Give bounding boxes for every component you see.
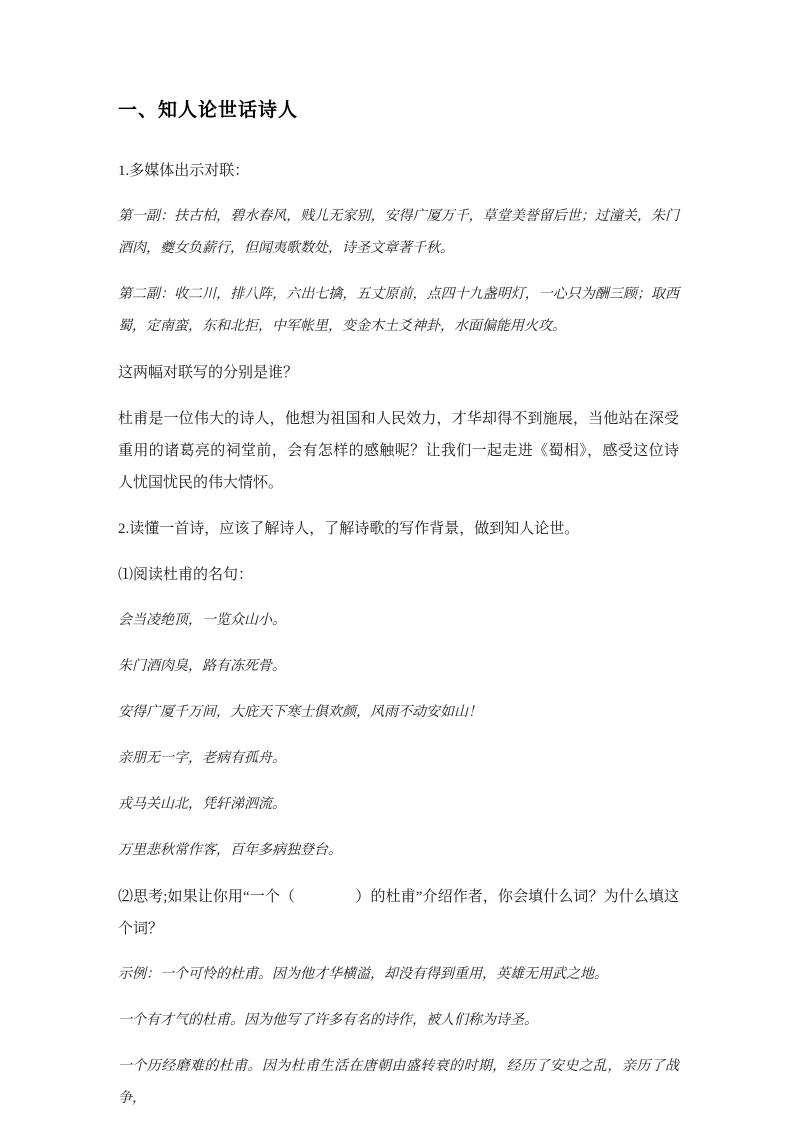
famous-line: 安得广厦千万间，大庇天下寒士俱欢颜，风雨不动安如山！ bbox=[118, 705, 482, 720]
couplets-intro: 1.多媒体出示对联： bbox=[118, 163, 250, 179]
sample-answer: 一个历经磨难的杜甫。因为杜甫生活在唐朝由盛转衰的时期，经历了安史之乱，亲历了战争， bbox=[118, 1059, 679, 1106]
couplet-first: 第一副：扶古柏，碧水春风，贱儿无家别，安得广厦万千，草堂美誉留后世；过潼关，朱门酒肉，夔女负薪行，但闻夷歌数处，诗圣文章著千秋。 bbox=[118, 209, 679, 256]
famous-line: 戎马关山北，凭轩涕泗流。 bbox=[118, 797, 286, 812]
lesson-transition: 杜甫是一位伟大的诗人，他想为祖国和人民效力，才华却得不到施展，当他站在深受重用的诸葛亮的祠堂前，会有怎样的感触呢？让我们一起走进《蜀相》，感受这位诗人忧国忧民的伟大情怀。 bbox=[118, 411, 679, 491]
section-heading: 一、知人论世话诗人 bbox=[118, 100, 299, 121]
section2-intro: 2.读懂一首诗，应该了解诗人，了解诗歌的写作背景，做到知人论世。 bbox=[118, 521, 580, 537]
think-question: ⑵思考;如果让你用“一个（ ）的杜甫”介绍作者，你会填什么词？为什么填这个词？ bbox=[118, 889, 679, 937]
sample-answer: 示例：一个可怜的杜甫。因为他才华横溢，却没有得到重用，英雄无用武之地。 bbox=[118, 967, 608, 982]
couplets-question: 这两幅对联写的分别是谁？ bbox=[118, 365, 299, 381]
famous-lines-heading: ⑴阅读杜甫的名句： bbox=[118, 567, 254, 583]
famous-line: 万里悲秋常作客，百年多病独登台。 bbox=[118, 843, 342, 858]
famous-line: 朱门酒肉臭，路有冻死骨。 bbox=[118, 659, 286, 674]
famous-line: 亲朋无一字，老病有孤舟。 bbox=[118, 751, 286, 766]
sample-answer: 一个有才气的杜甫。因为他写了许多有名的诗作，被人们称为诗圣。 bbox=[118, 1013, 538, 1028]
famous-line: 会当凌绝顶，一览众山小。 bbox=[118, 613, 286, 628]
couplet-second: 第二副：收二川，排八阵，六出七擒，五丈原前，点四十九盏明灯，一心只为酬三顾；取西蜀，定南蛮，东和北拒，中军帐里，变金木土爻神卦，水面偏能用火攻。 bbox=[118, 287, 679, 334]
